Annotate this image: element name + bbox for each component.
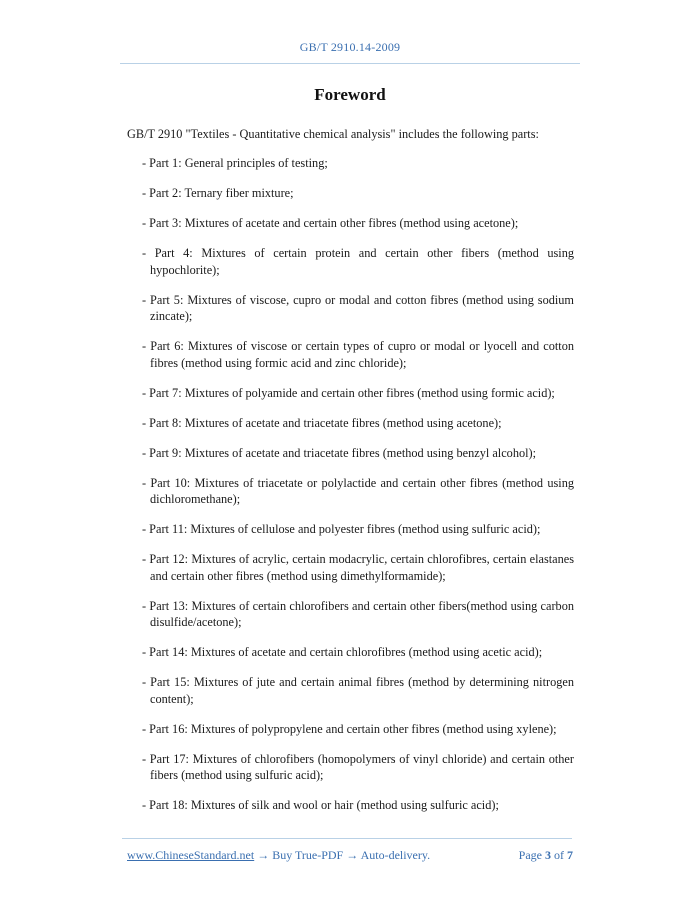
list-item: - Part 16: Mixtures of polypropylene and certain other fibres (method using xylene); — [142, 721, 557, 736]
header-divider — [120, 63, 580, 64]
footer-promo-text: → Buy True-PDF → Auto-delivery. — [254, 848, 431, 862]
list-item: - Part 14: Mixtures of acetate and certain chlorofibres (method using acetic acid); — [142, 645, 543, 659]
list-item: - Part 13: Mixtures of certain chlorofibers and certain other fibers(method using carbon disulfide/acetone); — [142, 598, 574, 629]
list-item: - Part 9: Mixtures of acetate and triacetate fibres (method using benzyl alcohol); — [142, 445, 537, 460]
page-label: Page — [518, 848, 542, 862]
list-item: - Part 17: Mixtures of chlorofibers (homopolymers of vinyl chloride) and certain other fibers (method using sulfuric acid); — [142, 751, 574, 782]
footer-promo — [127, 848, 430, 863]
list-item: - Part 11: Mixtures of cellulose and polyester fibres (method using sulfuric acid); — [142, 522, 541, 536]
document-code-header: GB/T 2910.14-2009 — [299, 40, 401, 54]
parts-list — [142, 155, 574, 827]
page-title: Foreword — [314, 85, 386, 104]
list-item: - Part 18: Mixtures of silk and wool or hair (method using sulfuric acid); — [142, 798, 499, 812]
list-item: - Part 10: Mixtures of triacetate or polylactide and certain other fibres (method using dichloromethane); — [142, 475, 574, 506]
chinesestandard-link[interactable]: www.ChineseStandard.net — [127, 848, 255, 862]
list-item: - Part 7: Mixtures of polyamide and certain other fibres (method using formic acid); — [142, 385, 555, 400]
list-item: - Part 3: Mixtures of acetate and certain other fibres (method using acetone); — [142, 216, 519, 230]
list-item: - Part 2: Ternary fiber mixture; — [142, 186, 294, 200]
intro-paragraph: GB/T 2910 "Textiles - Quantitative chemical analysis" includes the following parts: — [127, 127, 539, 141]
list-item: - Part 8: Mixtures of acetate and triacetate fibres (method using acetone); — [142, 415, 502, 430]
list-item: - Part 4: Mixtures of certain protein and certain other fibers (method using hypochlorite); — [142, 246, 574, 277]
list-item: - Part 1: General principles of testing; — [142, 156, 328, 170]
list-item: - Part 5: Mixtures of viscose, cupro or modal and cotton fibres (method using sodium zincate); — [142, 292, 574, 323]
page-total: 7 — [567, 848, 573, 862]
footer-divider — [122, 838, 572, 839]
page-of: of — [554, 848, 564, 862]
page-current: 3 — [545, 848, 551, 862]
list-item: - Part 6: Mixtures of viscose or certain types of cupro or modal or lyocell and cotton fibres (method using formic acid and zinc chloride); — [142, 339, 574, 370]
list-item: - Part 15: Mixtures of jute and certain animal fibres (method by determining nitrogen content); — [142, 675, 574, 706]
page-indicator — [519, 848, 573, 863]
list-item: - Part 12: Mixtures of acrylic, certain modacrylic, certain chlorofibres, certain elastanes and certain other fibres (method using dimethylformamide); — [142, 552, 574, 583]
